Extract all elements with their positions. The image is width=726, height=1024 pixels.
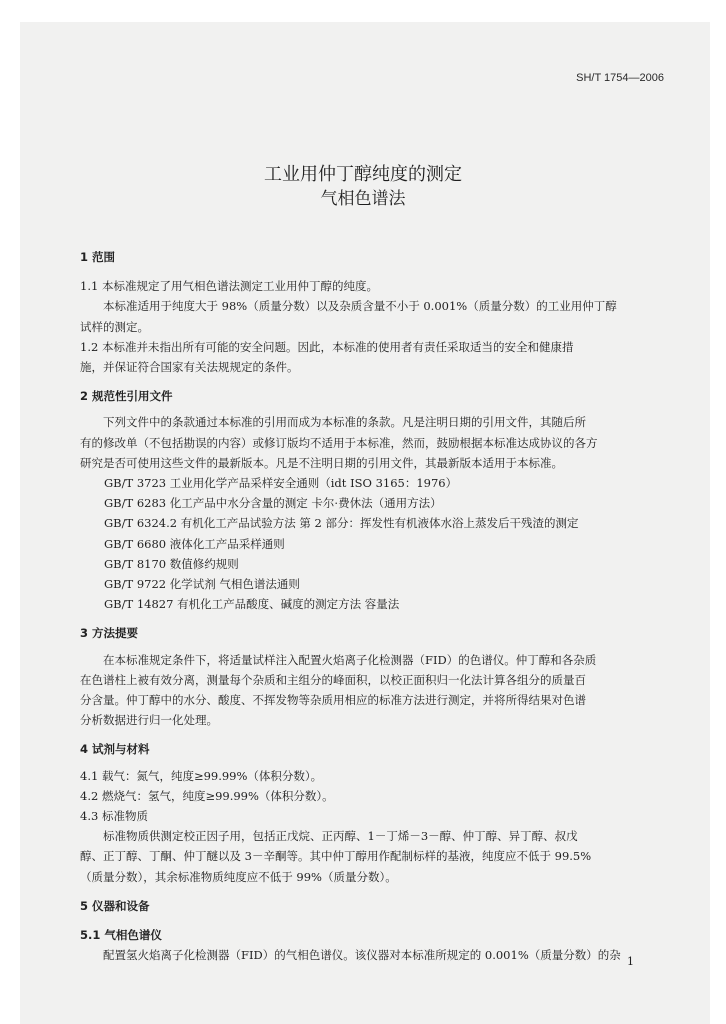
reference-item: GB/T 14827 有机化工产品酸度、碱度的测定方法 容量法: [104, 597, 400, 612]
paragraph: 施，并保证符合国家有关法规规定的条件。: [80, 360, 299, 375]
paragraph: （质量分数），其余标准物质纯度应不低于 99%（质量分数）。: [80, 869, 397, 884]
paragraph: 分含量。仲丁醇中的水分、酸度、不挥发物等杂质用相应的标准方法进行测定，并将所得结果对色谱: [80, 693, 586, 708]
paragraph: 下列文件中的条款通过本标准的引用而成为本标准的条款。凡是注明日期的引用文件，其随后所: [103, 415, 586, 430]
paragraph: 在本标准规定条件下，将适量试样注入配置火焰离子化检测器（FID）的色谱仪。仲丁醇和各杂质: [103, 652, 597, 667]
paragraph: 本标准适用于纯度大于 98%（质量分数）以及杂质含量不小于 0.001%（质量分数）的工业用仲丁醇: [103, 299, 617, 314]
paragraph: 标准物质供测定校正因子用，包括正戊烷、正丙醇、1－丁烯－3－醇、仲丁醇、异丁醇、叔戊: [103, 829, 578, 844]
clause-4-3: 4.3 标准物质: [80, 809, 148, 824]
paragraph: 研究是否可使用这些文件的最新版本。凡是不注明日期的引用文件，其最新版本适用于本标准。: [80, 455, 563, 470]
reference-item: GB/T 6283 化工产品中水分含量的测定 卡尔·费休法（通用方法）: [104, 496, 442, 511]
document-body: [80, 247, 646, 966]
document-subtitle: 气相色谱法: [320, 189, 406, 209]
reference-item: GB/T 9722 化学试剂 气相色谱法通则: [104, 577, 300, 592]
reference-item: GB/T 6324.2 有机化工产品试验方法 第 2 部分：挥发性有机液体水浴上蒸发后干残渣的测定: [104, 516, 579, 531]
clause-1-1: 1.1 本标准规定了用气相色谱法测定工业用仲丁醇的纯度。: [80, 279, 378, 294]
section-heading-reagents: 4 试剂与材料: [80, 742, 150, 757]
reference-item: GB/T 6680 液体化工产品采样通则: [104, 536, 285, 551]
section-heading-method: 3 方法提要: [80, 626, 139, 641]
paragraph: 试样的测定。: [80, 319, 149, 334]
clause-5-1-heading: 5.1 气相色谱仪: [80, 928, 162, 943]
paragraph: 醇、正丁醇、丁酮、仲丁醚以及 3－辛酮等。其中仲丁醇用作配制标样的基液，纯度应不低于 99.5%: [80, 849, 592, 864]
clause-4-1: 4.1 载气：氮气，纯度≥99.99%（体积分数）。: [80, 768, 323, 783]
document-title: 工业用仲丁醇纯度的测定: [264, 164, 462, 185]
page-number: 1: [627, 955, 634, 968]
clause-4-2: 4.2 燃烧气：氢气，纯度≥99.99%（体积分数）。: [80, 788, 334, 803]
standard-code: SH/T 1754—2006: [576, 72, 664, 84]
section-heading-scope: 1 范围: [80, 250, 116, 264]
paragraph: 分析数据进行归一化处理。: [80, 713, 218, 728]
reference-item: GB/T 3723 工业用化学产品采样安全通则（idt ISO 3165：1976）: [104, 476, 458, 491]
clause-1-2: 1.2 本标准并未指出所有可能的安全问题。因此，本标准的使用者有责任采取适当的安全和健康措: [80, 339, 574, 354]
paragraph: 在色谱柱上被有效分离，测量每个杂质和主组分的峰面积，以校正面积归一化法计算各组分的质量百: [80, 672, 586, 687]
section-heading-apparatus: 5 仪器和设备: [80, 898, 150, 913]
section-heading-references: 2 规范性引用文件: [80, 389, 173, 404]
paragraph: 配置氢火焰离子化检测器（FID）的气相色谱仪。该仪器对本标准所规定的 0.001%（质量分数）的杂: [103, 948, 621, 963]
paragraph: 有的修改单（不包括勘误的内容）或修订版均不适用于本标准，然而，鼓励根据本标准达成协议的各方: [80, 435, 598, 450]
reference-item: GB/T 8170 数值修约规则: [104, 556, 239, 571]
